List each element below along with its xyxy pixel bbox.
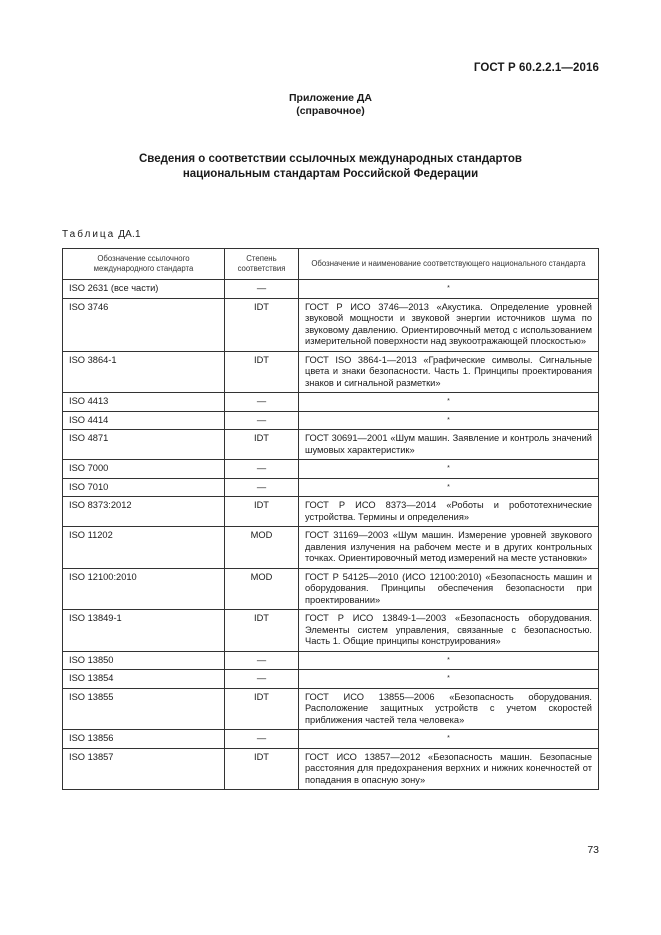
cell-degree: IDT <box>225 351 299 393</box>
cell-degree: — <box>225 411 299 430</box>
cell-degree: IDT <box>225 610 299 652</box>
cell-national-standard: ГОСТ ИСО 13855—2006 «Безопасность оборудования. Расположение защитных устройств с учетом скоростей приближения частей тела человека» <box>299 688 599 730</box>
cell-international-standard: ISO 11202 <box>63 527 225 569</box>
cell-national-standard: * <box>299 393 599 412</box>
table-row <box>63 430 599 460</box>
table-caption <box>62 229 141 240</box>
cell-international-standard: ISO 7010 <box>63 478 225 497</box>
cell-international-standard: ISO 4413 <box>63 393 225 412</box>
cell-degree: MOD <box>225 568 299 610</box>
table-row <box>63 527 599 569</box>
cell-degree: IDT <box>225 298 299 351</box>
cell-international-standard: ISO 13854 <box>63 670 225 689</box>
cell-international-standard: ISO 7000 <box>63 460 225 479</box>
cell-degree: — <box>225 460 299 479</box>
cell-international-standard: ISO 13856 <box>63 730 225 749</box>
cell-degree: IDT <box>225 430 299 460</box>
cell-international-standard: ISO 3746 <box>63 298 225 351</box>
cell-international-standard: ISO 4871 <box>63 430 225 460</box>
cell-national-standard: ГОСТ 31169—2003 «Шум машин. Измерение уровней звукового давления излучения на рабочем месте и в других контрольных точках. Ориентировочный метод измерений на месте установки» <box>299 527 599 569</box>
document-code: ГОСТ Р 60.2.2.1—2016 <box>473 62 599 74</box>
cell-national-standard: * <box>299 478 599 497</box>
annex-type: (справочное) <box>296 105 365 117</box>
table-row <box>63 651 599 670</box>
annex-label: Приложение ДА <box>289 92 372 104</box>
heading-line-1: Сведения о соответствии ссылочных международных стандартов <box>138 153 522 165</box>
cell-national-standard: ГОСТ ИСО 13857—2012 «Безопасность машин. Безопасные расстояния для предохранения верхних и нижних конечностей от попадания в опасную зону» <box>299 748 599 790</box>
cell-international-standard: ISO 8373:2012 <box>63 497 225 527</box>
table-body <box>63 280 599 790</box>
table-row <box>63 393 599 412</box>
cell-degree: — <box>225 393 299 412</box>
cell-degree: IDT <box>225 688 299 730</box>
table-row <box>63 280 599 299</box>
annex-title <box>0 92 661 118</box>
table-row <box>63 497 599 527</box>
cell-national-standard: ГОСТ 30691—2001 «Шум машин. Заявление и контроль значений шумовых характеристик» <box>299 430 599 460</box>
heading-line-2: национальным стандартам Российской Федерации <box>182 168 479 180</box>
cell-degree: — <box>225 478 299 497</box>
cell-national-standard: * <box>299 411 599 430</box>
header-degree: Степень соответствия <box>225 249 299 280</box>
table-row <box>63 730 599 749</box>
cell-national-standard: * <box>299 651 599 670</box>
cell-international-standard: ISO 13850 <box>63 651 225 670</box>
cell-international-standard: ISO 13855 <box>63 688 225 730</box>
cell-degree: — <box>225 730 299 749</box>
table-header-row <box>63 249 599 280</box>
cell-degree: — <box>225 670 299 689</box>
table-row <box>63 298 599 351</box>
correspondence-table <box>62 248 599 790</box>
cell-international-standard: ISO 13857 <box>63 748 225 790</box>
cell-national-standard: ГОСТ Р ИСО 3746—2013 «Акустика. Определение уровней звуковой мощности и звуковой энергии источников шума по звуковому давлению. Ориентировочный метод с использованием измерительной поверхности над звукоотражающей плоскостью» <box>299 298 599 351</box>
cell-international-standard: ISO 12100:2010 <box>63 568 225 610</box>
header-international-standard: Обозначение ссылочного международного стандарта <box>63 249 225 280</box>
cell-degree: — <box>225 280 299 299</box>
cell-national-standard: * <box>299 670 599 689</box>
cell-degree: MOD <box>225 527 299 569</box>
table-row <box>63 688 599 730</box>
table-row <box>63 411 599 430</box>
table-row <box>63 351 599 393</box>
section-heading <box>0 152 661 182</box>
cell-degree: — <box>225 651 299 670</box>
cell-national-standard: * <box>299 730 599 749</box>
cell-degree: IDT <box>225 497 299 527</box>
page-number: 73 <box>587 844 599 856</box>
table-caption-number: ДА.1 <box>118 229 141 240</box>
table-row <box>63 568 599 610</box>
cell-international-standard: ISO 4414 <box>63 411 225 430</box>
cell-national-standard: ГОСТ Р ИСО 8373—2014 «Роботы и робототехнические устройства. Термины и определения» <box>299 497 599 527</box>
cell-degree: IDT <box>225 748 299 790</box>
cell-national-standard: * <box>299 460 599 479</box>
cell-national-standard: ГОСТ ISO 3864-1—2013 «Графические символы. Сигнальные цвета и знаки безопасности. Часть 1. Принципы проектирования знаков и сигнальной разметки» <box>299 351 599 393</box>
table-caption-word: Таблица <box>62 229 116 240</box>
cell-international-standard: ISO 2631 (все части) <box>63 280 225 299</box>
header-national-standard: Обозначение и наименование соответствующего национального стандарта <box>299 249 599 280</box>
table-row <box>63 610 599 652</box>
table-row <box>63 748 599 790</box>
table-row <box>63 460 599 479</box>
cell-international-standard: ISO 13849-1 <box>63 610 225 652</box>
cell-international-standard: ISO 3864-1 <box>63 351 225 393</box>
cell-national-standard: * <box>299 280 599 299</box>
cell-national-standard: ГОСТ Р ИСО 13849-1—2003 «Безопасность оборудования. Элементы систем управления, связанные с безопасностью. Часть 1. Общие принципы конструирования» <box>299 610 599 652</box>
cell-national-standard: ГОСТ Р 54125—2010 (ИСО 12100:2010) «Безопасность машин и оборудования. Принципы обеспечения безопасности при проектировании» <box>299 568 599 610</box>
table-row <box>63 670 599 689</box>
table-row <box>63 478 599 497</box>
